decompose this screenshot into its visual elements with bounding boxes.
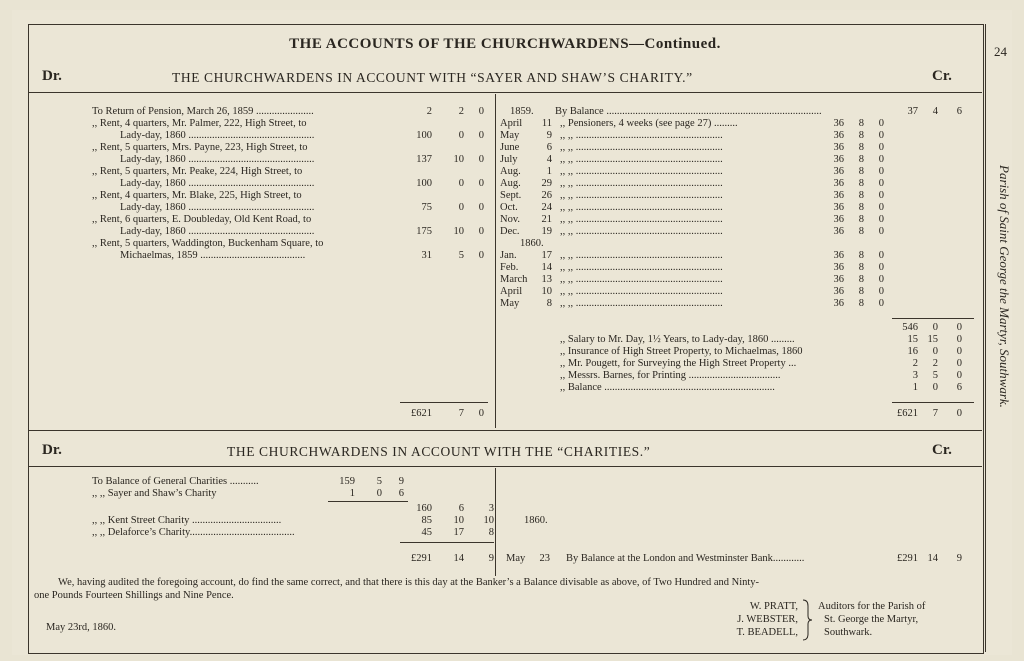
debit-amount-l: 75 [421, 202, 432, 213]
charity-sub-rule [328, 501, 408, 502]
credit-amount-d: 0 [956, 358, 962, 369]
pension-day: 1 [546, 166, 552, 177]
pension-month: Dec. [500, 226, 520, 237]
pension-month: April [500, 286, 523, 297]
debit-line: ,, Rent, 4 quarters, Mr. Palmer, 222, High Street, to [92, 118, 307, 129]
debit-total-l: £621 [411, 408, 432, 419]
pension-amount: 36 [833, 226, 844, 237]
debit-amount-d: 0 [478, 106, 484, 117]
debit-line: Lady-day, 1860 ................................................ [120, 202, 315, 213]
pension-month: Jan. [500, 250, 517, 261]
credit-line: ,, Messrs. Barnes, for Printing ................................... [560, 370, 781, 381]
pension-amount: 8 [858, 262, 864, 273]
pension-amount: 36 [833, 166, 844, 177]
debit-amount-s: 5 [458, 250, 464, 261]
pension-text: ,, ,, ........................................................ [560, 130, 723, 141]
pension-amount: 8 [858, 250, 864, 261]
brace-icon [800, 598, 814, 642]
auditor-2: J. WEBSTER, [737, 614, 798, 625]
pension-month: Aug. [500, 166, 521, 177]
charity-amount-d: 8 [488, 527, 494, 538]
debit-amount-s: 0 [458, 178, 464, 189]
pension-day: 26 [541, 190, 552, 201]
charity-total-l: £291 [411, 553, 432, 564]
credit-amount-s: 0 [932, 382, 938, 393]
charity-amount-s: 17 [453, 527, 464, 538]
pension-text: ,, ,, ........................................................ [560, 166, 723, 177]
credit-total-rule [892, 402, 974, 403]
charity-amount-d: 10 [483, 515, 494, 526]
page-number: 24 [994, 44, 1007, 59]
charity-sub-amount-d: 9 [398, 476, 404, 487]
audit-line-1: We, having audited the foregoing account, do find the same correct, and that there is this day at the Banker’s a Balance divisable as above, of Two Hundred and Ninty- [58, 577, 760, 588]
charity-sub-amount-s: 5 [376, 476, 382, 487]
pension-amount: 8 [858, 178, 864, 189]
credit-line: ,, Mr. Pougett, for Surveying the High Street Property ... [560, 358, 797, 369]
pension-amount: 8 [858, 274, 864, 285]
debit-amount-d: 0 [478, 130, 484, 141]
debit-line: To Return of Pension, March 26, 1859 ...................... [92, 106, 314, 117]
pension-amount: 36 [833, 214, 844, 225]
auditor-1: W. PRATT, [749, 601, 798, 612]
pension-amount: 0 [878, 142, 884, 153]
credit-amount-s: 2 [932, 358, 938, 369]
charity-subtotal-l: 160 [416, 503, 432, 514]
pension-day: 10 [541, 286, 552, 297]
pension-text: ,, ,, ........................................................ [560, 142, 723, 153]
pension-day: 17 [541, 250, 552, 261]
charity-credit-month: May [506, 553, 526, 564]
debit-line: Michaelmas, 1859 ........................................ [120, 250, 306, 261]
credit-total-s: 7 [932, 408, 938, 419]
pension-month: Aug. [500, 178, 521, 189]
balance-amount-l: 37 [907, 106, 918, 117]
charity-total-s: 14 [453, 553, 464, 564]
pension-amount: 8 [858, 190, 864, 201]
pension-amount: 8 [858, 154, 864, 165]
debit-amount-l: 175 [416, 226, 432, 237]
charity-subtotal-s: 6 [458, 503, 464, 514]
pension-amount: 8 [858, 166, 864, 177]
credit-line: ,, Insurance of High Street Property, to Michaelmas, 1860 [560, 346, 803, 357]
charity-sub-amount-l: 159 [339, 476, 355, 487]
pension-amount: 36 [833, 130, 844, 141]
debit-amount-s: 10 [453, 154, 464, 165]
pension-amount: 36 [833, 154, 844, 165]
credit-amount-l: 1 [912, 382, 918, 393]
debit-amount-l: 2 [426, 106, 432, 117]
debit-amount-d: 0 [478, 226, 484, 237]
pension-amount: 0 [878, 178, 884, 189]
credit-amount-l: 3 [912, 370, 918, 381]
pension-month: Feb. [500, 262, 519, 273]
pension-total-s: 0 [932, 322, 938, 333]
audit-date: May 23rd, 1860. [46, 622, 116, 633]
charity-total-d: 9 [488, 553, 494, 564]
pension-month: Oct. [500, 202, 518, 213]
pension-month: April [500, 118, 523, 129]
debit-line: Lady-day, 1860 ................................................ [120, 226, 315, 237]
pension-amount: 36 [833, 142, 844, 153]
pension-amount: 0 [878, 202, 884, 213]
pension-amount: 36 [833, 286, 844, 297]
debit-amount-l: 31 [421, 250, 432, 261]
pension-text: ,, ,, ........................................................ [560, 154, 723, 165]
pension-total-rule [892, 318, 974, 319]
charity-line: ,, ,, Delaforce’s Charity........................................ [92, 527, 295, 538]
credit-total-d: 0 [956, 408, 962, 419]
pension-amount: 0 [878, 286, 884, 297]
side-rule [985, 24, 986, 652]
pension-amount: 0 [878, 274, 884, 285]
charity-sub-amount-s: 0 [376, 488, 382, 499]
auditor-role-2: St. George the Martyr, [824, 614, 919, 625]
credit-amount-l: 2 [912, 358, 918, 369]
pension-text: ,, ,, ........................................................ [560, 226, 723, 237]
charity-credit-text: By Balance at the London and Westminster Bank............ [566, 553, 805, 564]
pension-amount: 8 [858, 286, 864, 297]
pension-amount: 36 [833, 262, 844, 273]
charity-line: To Balance of General Charities ........... [92, 476, 259, 487]
pension-amount: 0 [878, 190, 884, 201]
s1-header-rule [28, 92, 982, 93]
debit-amount-s: 2 [458, 106, 464, 117]
pension-day: 6 [546, 142, 552, 153]
pension-amount: 36 [833, 178, 844, 189]
pension-amount: 8 [858, 142, 864, 153]
debit-total-s: 7 [458, 408, 464, 419]
pension-text: ,, ,, ........................................................ [560, 298, 723, 309]
pension-text: ,, ,, ........................................................ [560, 214, 723, 225]
pension-amount: 8 [858, 226, 864, 237]
charity-sub-amount-l: 1 [349, 488, 355, 499]
pension-amount: 8 [858, 298, 864, 309]
debit-line: ,, Rent, 6 quarters, E. Doubleday, Old Kent Road, to [92, 214, 312, 225]
pension-text: ,, ,, ........................................................ [560, 286, 723, 297]
credit-amount-d: 0 [956, 346, 962, 357]
auditor-role-3: Southwark. [824, 627, 873, 638]
pension-amount: 36 [833, 118, 844, 129]
audit-line-2: one Pounds Fourteen Shillings and Nine Pence. [34, 590, 234, 601]
pension-day: 4 [546, 154, 552, 165]
charity-subtotal-d: 3 [488, 503, 494, 514]
debit-line: ,, Rent, 5 quarters, Mr. Peake, 224, High Street, to [92, 166, 303, 177]
debit-line: ,, Rent, 5 quarters, Waddington, Buckenham Square, to [92, 238, 324, 249]
pension-amount: 0 [878, 130, 884, 141]
pension-text: ,, ,, ........................................................ [560, 190, 723, 201]
pension-day: 8 [546, 298, 552, 309]
pension-amount: 36 [833, 274, 844, 285]
credit-amount-s: 5 [932, 370, 938, 381]
pension-amount: 0 [878, 262, 884, 273]
charity-credit-amount-l: £291 [897, 553, 918, 564]
debit-amount-s: 0 [458, 130, 464, 141]
debit-amount-d: 0 [478, 178, 484, 189]
pension-text: ,, ,, ........................................................ [560, 202, 723, 213]
auditor-3: T. BEADELL, [736, 627, 798, 638]
pension-text: ,, ,, ........................................................ [560, 274, 723, 285]
pension-amount: 8 [858, 118, 864, 129]
pension-amount: 8 [858, 202, 864, 213]
pension-month: March [500, 274, 528, 285]
pension-amount: 8 [858, 214, 864, 225]
pension-day: 13 [541, 274, 552, 285]
debit-line: Lady-day, 1860 ................................................ [120, 130, 315, 141]
pension-day: 14 [541, 262, 552, 273]
debit-amount-s: 10 [453, 226, 464, 237]
pension-text: ,, Pensioners, 4 weeks (see page 27) ......... [560, 118, 738, 129]
debit-line: Lady-day, 1860 ................................................ [120, 154, 315, 165]
debit-amount-d: 0 [478, 250, 484, 261]
pension-day: 21 [541, 214, 552, 225]
s2-header-rule [28, 466, 982, 467]
pension-amount: 36 [833, 250, 844, 261]
charity-credit-amount-d: 9 [956, 553, 962, 564]
pension-amount: 0 [878, 298, 884, 309]
side-title: Parish of Saint George the Martyr, Southwark. [997, 165, 1012, 408]
debit-amount-l: 100 [416, 130, 432, 141]
debit-line: ,, Rent, 5 quarters, Mrs. Payne, 223, High Street, to [92, 142, 308, 153]
credit-amount-d: 0 [956, 334, 962, 345]
pension-day: 9 [546, 130, 552, 141]
section-divider [28, 430, 982, 431]
credit-amount-l: 15 [907, 334, 918, 345]
pension-text: ,, ,, ........................................................ [560, 178, 723, 189]
credit-amount-d: 6 [956, 382, 962, 393]
pension-amount: 0 [878, 154, 884, 165]
balance-text: By Balance .................................................................................. [555, 106, 822, 117]
pension-month: July [500, 154, 518, 165]
pension-day: 11 [541, 118, 552, 129]
charity-total-rule [400, 542, 494, 543]
credit-line: ,, Salary to Mr. Day, 1½ Years, to Lady-day, 1860 ......... [560, 334, 795, 345]
s2-centre-rule [495, 468, 496, 576]
charity-amount-l: 85 [421, 515, 432, 526]
credit-amount-s: 0 [932, 346, 938, 357]
charity-credit-day: 23 [539, 553, 550, 564]
balance-amount-s: 4 [932, 106, 938, 117]
pension-month: May [500, 298, 520, 309]
auditor-role-1: Auditors for the Parish of [818, 601, 926, 612]
debit-total-rule [400, 402, 488, 403]
pension-text: ,, ,, ........................................................ [560, 262, 723, 273]
charity-credit-year: 1860. [524, 515, 548, 526]
page-title: THE ACCOUNTS OF THE CHURCHWARDENS—Continued. [289, 36, 721, 52]
charity-line: ,, ,, Kent Street Charity .................................. [92, 515, 282, 526]
debit-line: ,, Rent, 4 quarters, Mr. Blake, 225, High Street, to [92, 190, 302, 201]
s1-centre-rule [495, 94, 496, 428]
charity-sub-amount-d: 6 [398, 488, 404, 499]
s2-cr: Cr. [932, 442, 952, 458]
pension-amount: 36 [833, 202, 844, 213]
pension-total-l: 546 [902, 322, 918, 333]
credit-amount-l: 16 [907, 346, 918, 357]
debit-amount-l: 137 [416, 154, 432, 165]
pension-total-d: 0 [956, 322, 962, 333]
debit-amount-l: 100 [416, 178, 432, 189]
credit-total-l: £621 [897, 408, 918, 419]
debit-amount-d: 0 [478, 202, 484, 213]
pension-amount: 0 [878, 118, 884, 129]
balance-amount-d: 6 [956, 106, 962, 117]
s2-title: THE CHURCHWARDENS IN ACCOUNT WITH THE “CHARITIES.” [227, 444, 651, 459]
charity-credit-amount-s: 14 [927, 553, 938, 564]
pension-month: Nov. [500, 214, 521, 225]
pension-amount: 36 [833, 190, 844, 201]
pension-day: 24 [541, 202, 552, 213]
s1-cr: Cr. [932, 68, 952, 84]
pension-amount: 8 [858, 130, 864, 141]
charity-amount-l: 45 [421, 527, 432, 538]
s1-title: THE CHURCHWARDENS IN ACCOUNT WITH “SAYER AND SHAW’S CHARITY.” [172, 70, 693, 85]
debit-total-d: 0 [478, 408, 484, 419]
year-marker: 1860. [520, 238, 544, 249]
credit-line: ,, Balance ................................................................. [560, 382, 775, 393]
pension-text: ,, ,, ........................................................ [560, 250, 723, 261]
balance-year: 1859. [510, 106, 534, 117]
pension-month: May [500, 130, 520, 141]
pension-amount: 0 [878, 166, 884, 177]
ledger-page [12, 10, 1012, 655]
pension-day: 19 [541, 226, 552, 237]
pension-amount: 0 [878, 250, 884, 261]
pension-amount: 0 [878, 214, 884, 225]
credit-amount-s: 15 [927, 334, 938, 345]
debit-line: Lady-day, 1860 ................................................ [120, 178, 315, 189]
pension-month: June [500, 142, 520, 153]
pension-day: 29 [541, 178, 552, 189]
s1-dr: Dr. [42, 68, 62, 84]
pension-amount: 0 [878, 226, 884, 237]
credit-amount-d: 0 [956, 370, 962, 381]
charity-line: ,, ,, Sayer and Shaw’s Charity [92, 488, 217, 499]
pension-month: Sept. [500, 190, 522, 201]
debit-amount-s: 0 [458, 202, 464, 213]
pension-amount: 36 [833, 298, 844, 309]
s2-dr: Dr. [42, 442, 62, 458]
charity-amount-s: 10 [453, 515, 464, 526]
debit-amount-d: 0 [478, 154, 484, 165]
